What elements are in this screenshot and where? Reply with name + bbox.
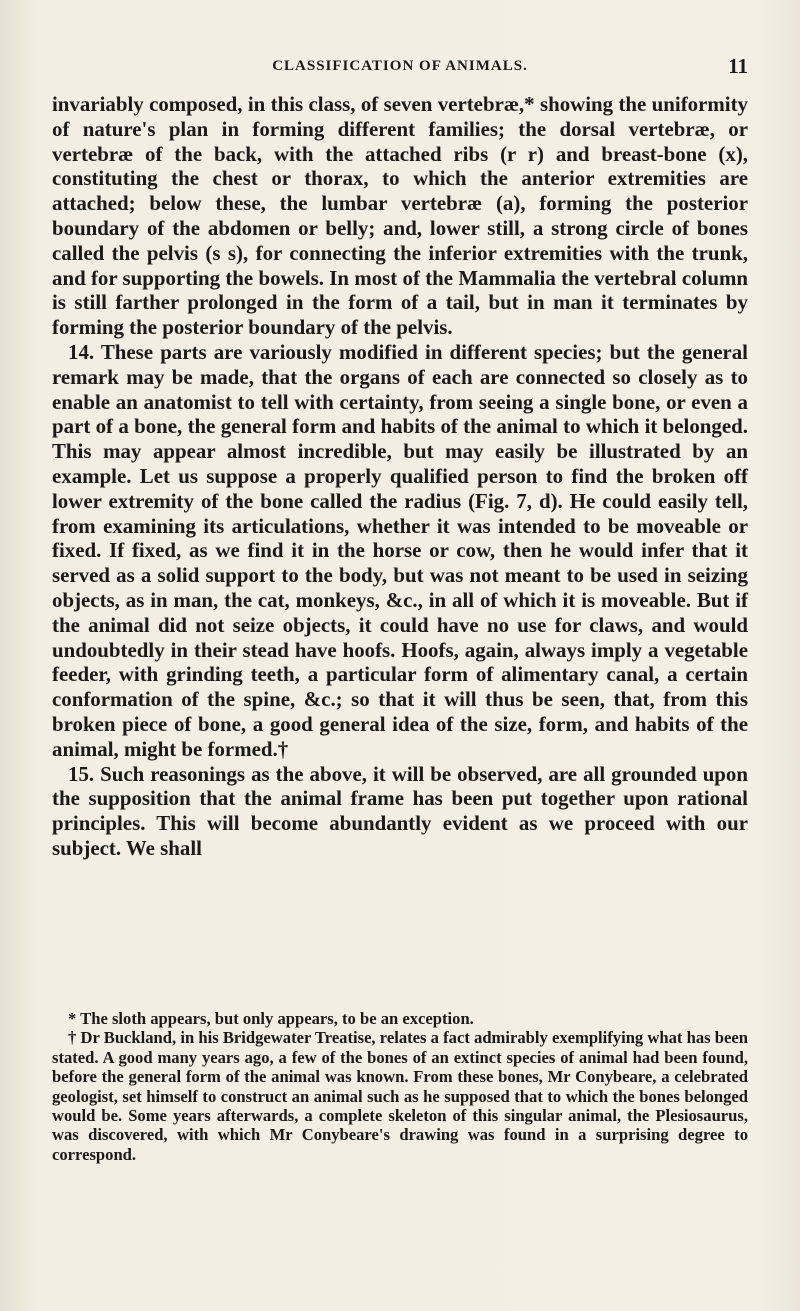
paragraph-14: 14. These parts are variously modified in different species; but the general remark may be made, that the organs of each are connected so closely as to enable an anatomist to tell with certainty, from seeing a single bone, or even a part of a bone, the general form and habits of the animal to which it belonged. This may appear almost incredible, but may easily be illustrated by an example. Let us suppose a properly qualified person to find the broken off lower extremity of the bone called the radius (Fig. 7, d). He could easily tell, from examining its articulations, whether it was intended to be moveable or fixed. If fixed, as we find it in the horse or cow, then he would infer that it served as a solid support to the body, but was not meant to be used in seizing objects, as in man, the cat, monkeys, &c., in all of which it is moveable. But if the animal did not seize objects, it could have no use for claws, and would undoubtedly in their stead have hoofs. Hoofs, again, always imply a vegetable feeder, with grinding teeth, a particular form of alimentary canal, a certain conformation of the spine, &c.; so that it will thus be seen, that, from this broken piece of bone, a good general idea of the size, form, and habits of the animal, might be formed.† — [52, 339, 748, 761]
running-title: CLASSIFICATION OF ANIMALS. — [272, 58, 528, 74]
footnote-buckland: † Dr Buckland, in his Bridgewater Treatise, relates a fact admirably exemplifying what has been stated. A good many years ago, a few of the bones of an extinct species of animal had been found, before the general form of the animal was known. From these bones, Mr Conybeare, a celebrated geologist, set himself to construct an animal such as he supposed that to which the bones belonged would be. Some years afterwards, a complete skeleton of this singular animal, the Plesiosaurus, was discovered, with which Mr Conybeare's drawing was found in a surprising degree to correspond. — [52, 1028, 748, 1164]
footnotes — [52, 1009, 748, 1164]
paragraph-continued: invariably composed, in this class, of seven vertebræ,* showing the uniformity of nature's plan in forming different families; the dorsal vertebræ, or vertebræ of the back, with the attached ribs (r r) and breast-bone (x), constituting the chest or thorax, to which the anterior extremities are attached; below these, the lumbar vertebræ (a), forming the posterior boundary of the abdomen or belly; and, lower still, a strong circle of bones called the pelvis (s s), for connecting the inferior extremities with the trunk, and for supporting the bowels. In most of the Mammalia the vertebral column is still farther prolonged in the form of a tail, but in man it terminates by forming the posterior boundary of the pelvis. — [52, 92, 748, 340]
page-number: 11 — [728, 54, 748, 78]
page-header — [52, 54, 748, 86]
paragraph-15: 15. Such reasonings as the above, it will be observed, are all grounded upon the supposition that the animal frame has been put together upon rational principles. This will become abundantly evident as we proceed with our subject. We shall — [52, 761, 748, 860]
main-text — [52, 92, 748, 861]
footnote-sloth: * The sloth appears, but only appears, to be an exception. — [68, 1009, 474, 1028]
